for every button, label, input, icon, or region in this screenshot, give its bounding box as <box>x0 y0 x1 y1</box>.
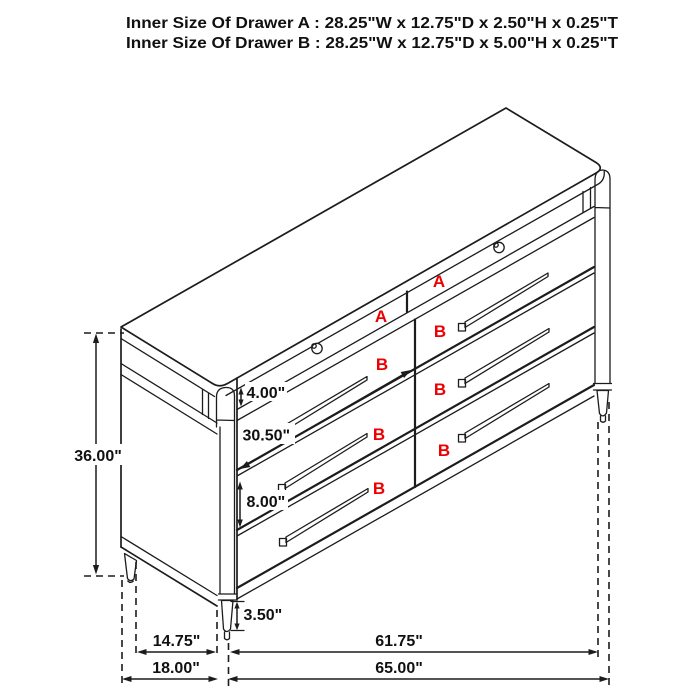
title-block <box>126 15 618 52</box>
label-drawer-a-right: A <box>432 272 446 291</box>
arrowhead-left <box>230 649 240 655</box>
arrowhead-right <box>600 676 610 682</box>
front-right-foot <box>597 391 609 423</box>
drawer-b-handles <box>279 273 550 546</box>
dimension-overall-width-label: 65.00" <box>375 660 423 677</box>
front-left-foot <box>222 601 234 640</box>
dimension-leg-height <box>231 602 282 631</box>
arrowhead-left <box>228 676 238 682</box>
dimension-overall-width <box>228 660 609 682</box>
dimension-drawer-a-height-label: 4.00" <box>246 385 286 402</box>
arrowhead-up <box>237 482 243 490</box>
label-drawer-a-left: A <box>374 307 388 326</box>
dimension-overall-height-label: 36.00" <box>74 448 122 465</box>
handle-b-right-3 <box>459 384 550 443</box>
dresser-drawing <box>121 108 612 640</box>
dimension-drawer-width-label: 30.50" <box>242 427 291 445</box>
arrowhead-left <box>137 649 147 655</box>
dimension-overall-depth-label: 18.00" <box>152 660 200 677</box>
arrowhead-left <box>122 676 132 682</box>
dimension-drawer-b-height-label: 8.00" <box>246 494 286 511</box>
front-left-post-base <box>219 594 237 600</box>
front-right-post-shaft <box>595 215 610 383</box>
front-left-post-cap <box>217 387 235 427</box>
arrowhead-right <box>207 649 217 655</box>
dimension-leg-height-label: 3.50" <box>243 607 283 624</box>
back-left-leg <box>125 554 137 583</box>
arrowhead-right <box>209 676 219 682</box>
title-line-drawer-a: Inner Size Of Drawer A : 28.25"W x 12.75"D x 2.50"H x 0.25"T <box>126 15 619 32</box>
arrowhead-up <box>234 602 239 609</box>
dimension-depth-between-legs-label: 14.75" <box>152 633 201 650</box>
dimension-overall-depth <box>122 660 218 682</box>
title-line-drawer-b: Inner Size Of Drawer B : 28.25"W x 12.75"D x 5.00"H x 0.25"T <box>126 35 619 52</box>
arrowhead-up <box>93 334 99 344</box>
front-left-post-shaft <box>220 427 235 594</box>
label-drawer-b-left-2: B <box>372 425 386 444</box>
arrowhead-down <box>234 624 239 631</box>
label-drawer-b-left-3: B <box>372 479 386 498</box>
front-right-post-cap <box>595 170 610 215</box>
arrowhead-right <box>589 649 599 655</box>
dresser-top-left-edge <box>121 339 215 397</box>
label-drawer-b-left-1: B <box>375 355 389 374</box>
label-drawer-b-right-3: B <box>437 441 451 460</box>
dimension-width-between-legs <box>230 633 598 655</box>
dimension-drawer-a-height <box>238 382 287 407</box>
dimension-overall-height <box>72 334 125 575</box>
label-drawer-b-right-2: B <box>433 380 447 399</box>
dimension-width-between-legs-label: 61.75" <box>375 633 423 650</box>
front-right-post-base <box>594 384 612 391</box>
label-drawer-b-right-1: B <box>433 322 447 341</box>
front-right-post <box>594 170 612 422</box>
dimension-depth-between-legs <box>137 633 216 655</box>
arrowhead-down <box>93 565 99 575</box>
